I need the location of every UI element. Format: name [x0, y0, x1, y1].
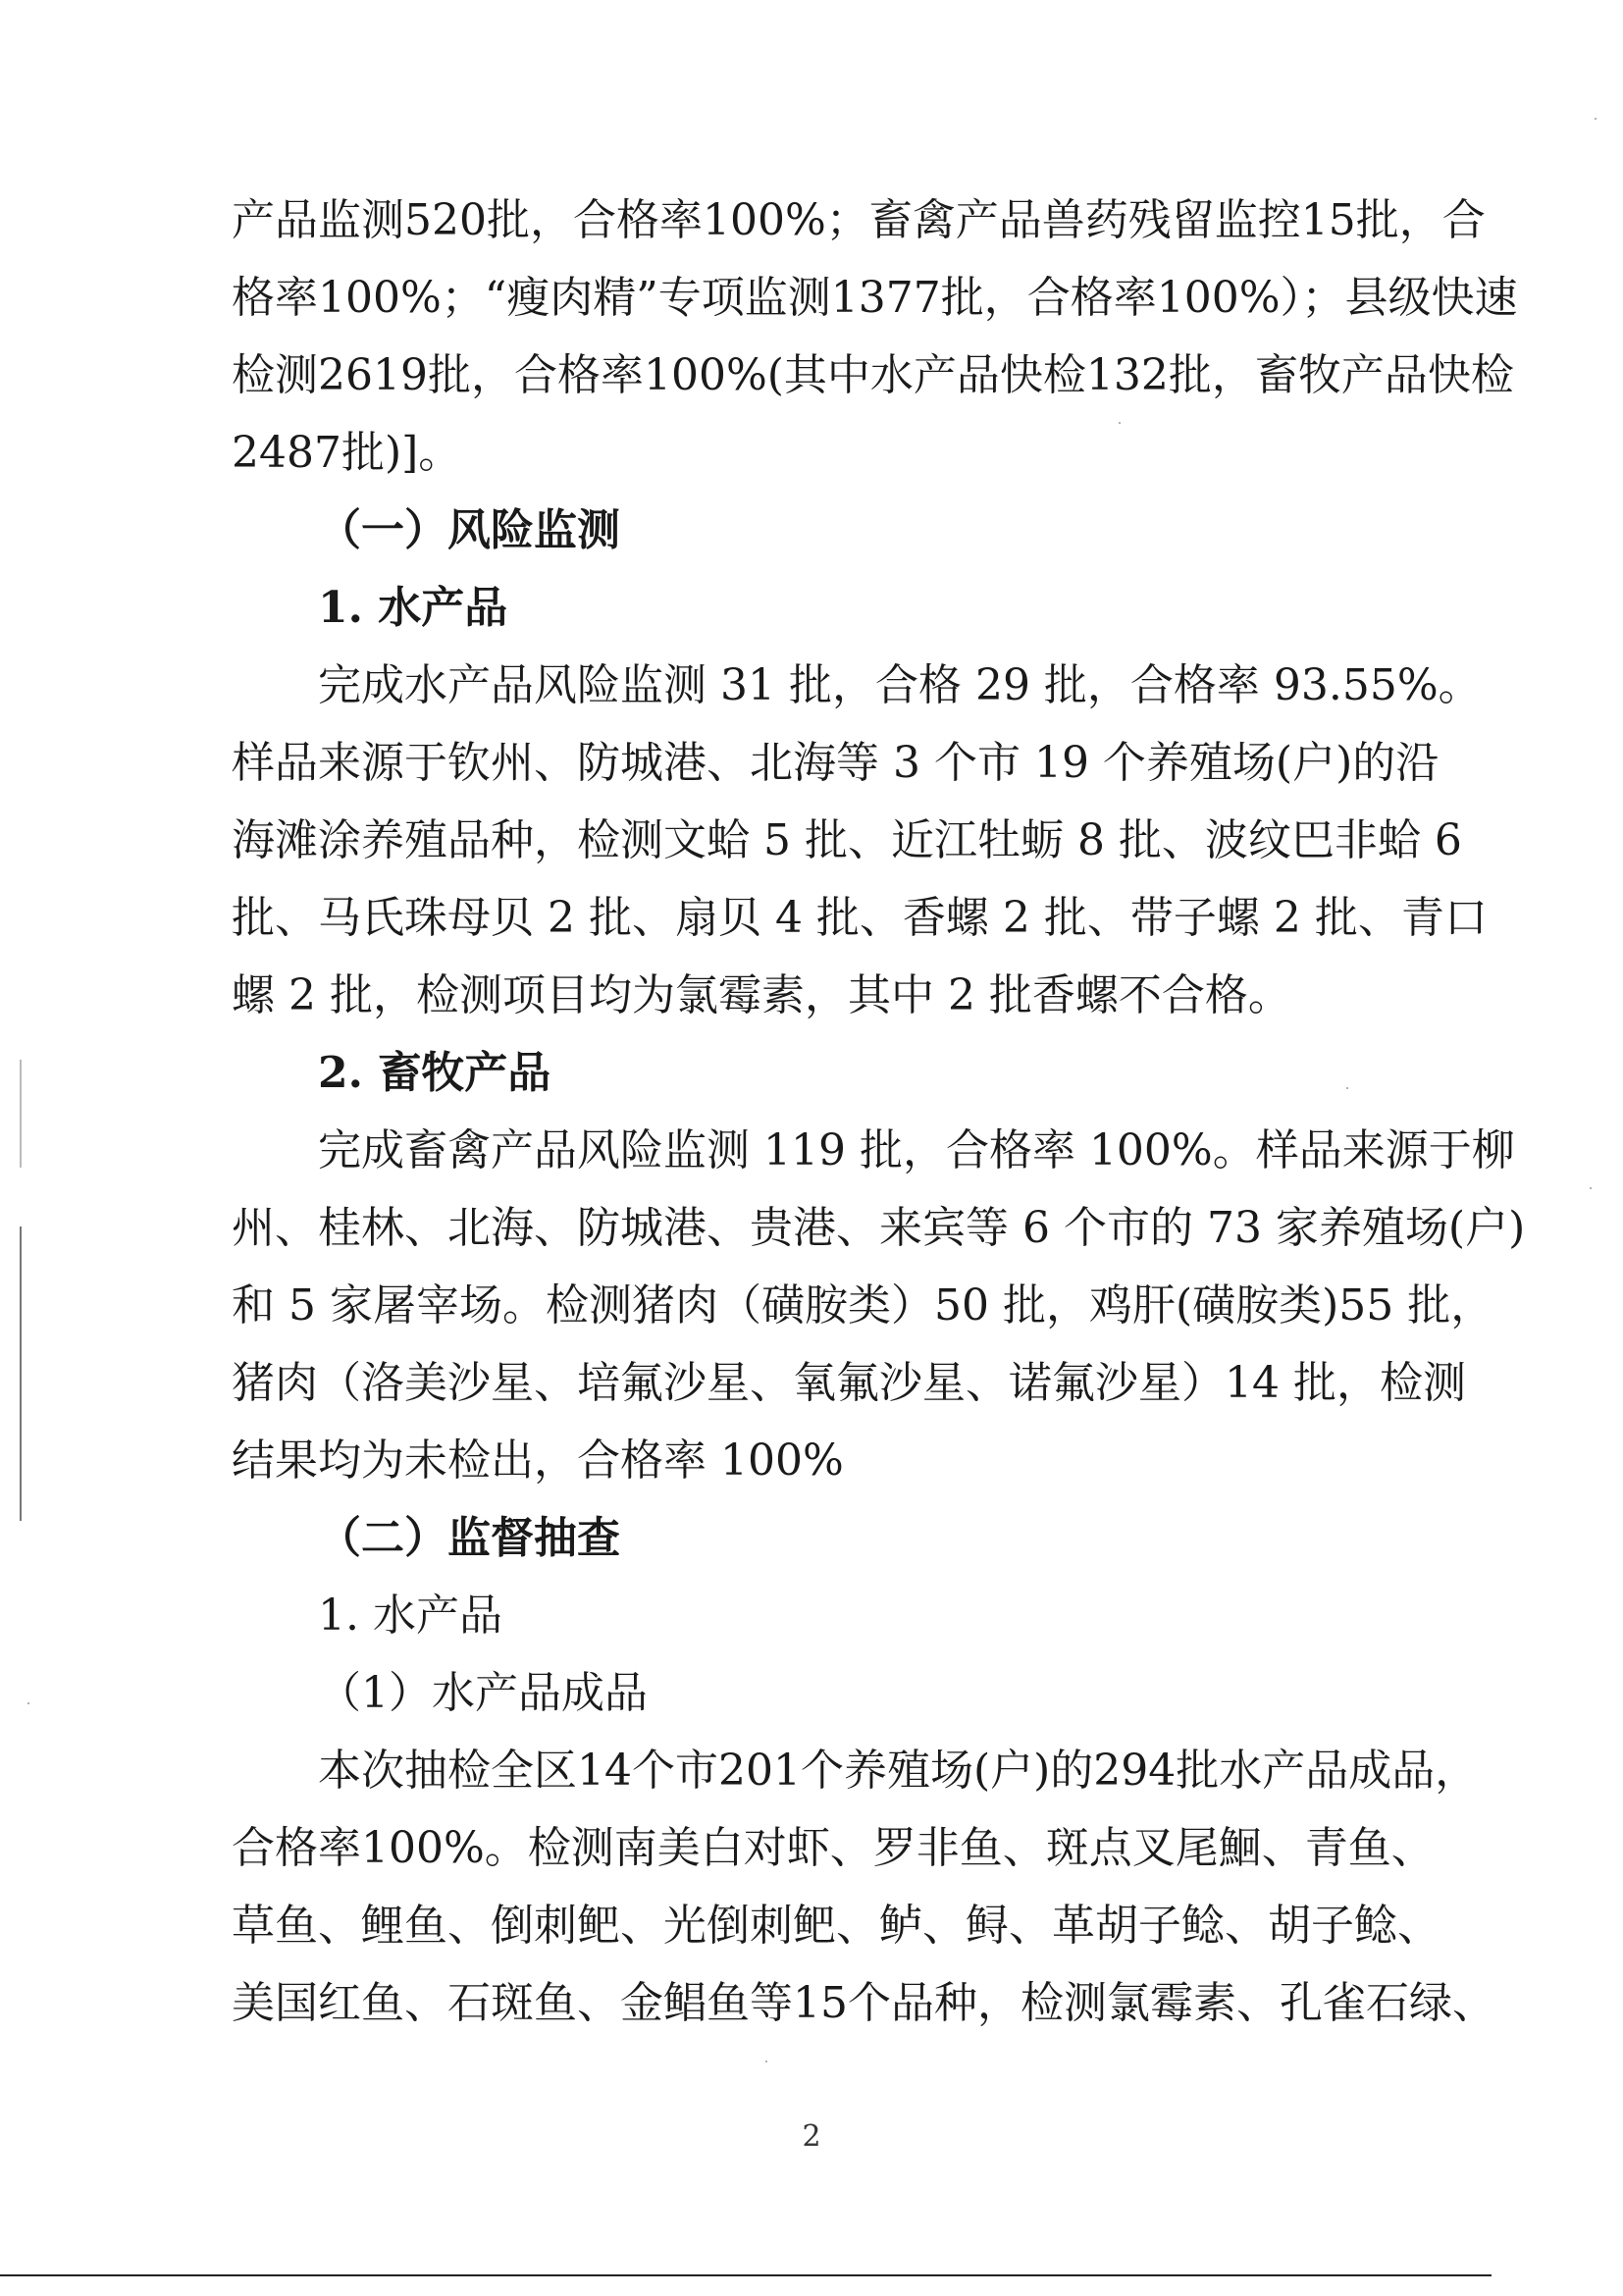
text-line: 猪肉（洛美沙星、培氟沙星、氧氟沙星、诺氟沙星）14 批，检测	[232, 1358, 1466, 1408]
section-heading: （二）监督抽查	[318, 1513, 620, 1563]
text-line: 批、马氏珠母贝 2 批、扇贝 4 批、香螺 2 批、带子螺 2 批、青口	[232, 893, 1488, 943]
text-line: 结果均为未检出，合格率 100%	[232, 1435, 844, 1486]
scan-margin-mark	[20, 1060, 22, 1168]
footer-rule	[0, 2274, 1492, 2276]
subsection-heading: 1. 水产品	[318, 1591, 502, 1641]
scan-speck	[1119, 422, 1121, 424]
text-line: 产品监测520批，合格率100%；畜禽产品兽药残留监控15批，合	[232, 195, 1486, 245]
text-line: 样品来源于钦州、防城港、北海等 3 个市 19 个养殖场(户)的沿	[232, 738, 1440, 788]
scan-speck	[765, 2061, 767, 2062]
text-line: 完成水产品风险监测 31 批，合格 29 批，合格率 93.55%。	[318, 660, 1482, 710]
scan-speck	[1595, 118, 1597, 120]
text-line: 州、桂林、北海、防城港、贵港、来宾等 6 个市的 73 家养殖场(户)	[232, 1203, 1526, 1253]
text-line: 合格率100%。检测南美白对虾、罗非鱼、斑点叉尾鮰、青鱼、	[232, 1823, 1435, 1873]
text-line: 格率100%；“瘦肉精”专项监测1377批，合格率100%）；县级快速	[232, 273, 1518, 323]
text-line: 海滩涂养殖品种，检测文蛤 5 批、近江牡蛎 8 批、波纹巴非蛤 6	[232, 815, 1462, 865]
text-line: 完成畜禽产品风险监测 119 批，合格率 100%。样品来源于柳	[318, 1125, 1515, 1175]
scan-speck	[1590, 1187, 1592, 1189]
text-line: 检测2619批，合格率100%(其中水产品快检132批，畜牧产品快检	[232, 350, 1514, 400]
subsection-heading: （1）水产品成品	[318, 1668, 648, 1718]
subsection-heading: 2. 畜牧产品	[318, 1048, 551, 1098]
text-line: 美国红鱼、石斑鱼、金鲳鱼等15个品种，检测氯霉素、孔雀石绿、	[232, 1978, 1495, 2028]
scan-speck	[1346, 1087, 1348, 1089]
scan-speck	[27, 1702, 29, 1704]
scan-margin-mark	[20, 1226, 22, 1521]
page-number: 2	[802, 2119, 821, 2154]
text-line: 2487批)]。	[232, 428, 462, 478]
section-heading: （一）风险监测	[318, 505, 620, 555]
text-line: 草鱼、鲤鱼、倒刺鲃、光倒刺鲃、鲈、鲟、革胡子鲶、胡子鲶、	[232, 1901, 1440, 1951]
text-line: 和 5 家屠宰场。检测猪肉（磺胺类）50 批，鸡肝(磺胺类)55 批，	[232, 1280, 1494, 1331]
text-line: 本次抽检全区14个市201个养殖场(户)的294批水产品成品，	[318, 1746, 1479, 1796]
text-line: 螺 2 批，检测项目均为氯霉素，其中 2 批香螺不合格。	[232, 970, 1291, 1020]
subsection-heading: 1. 水产品	[318, 583, 508, 633]
